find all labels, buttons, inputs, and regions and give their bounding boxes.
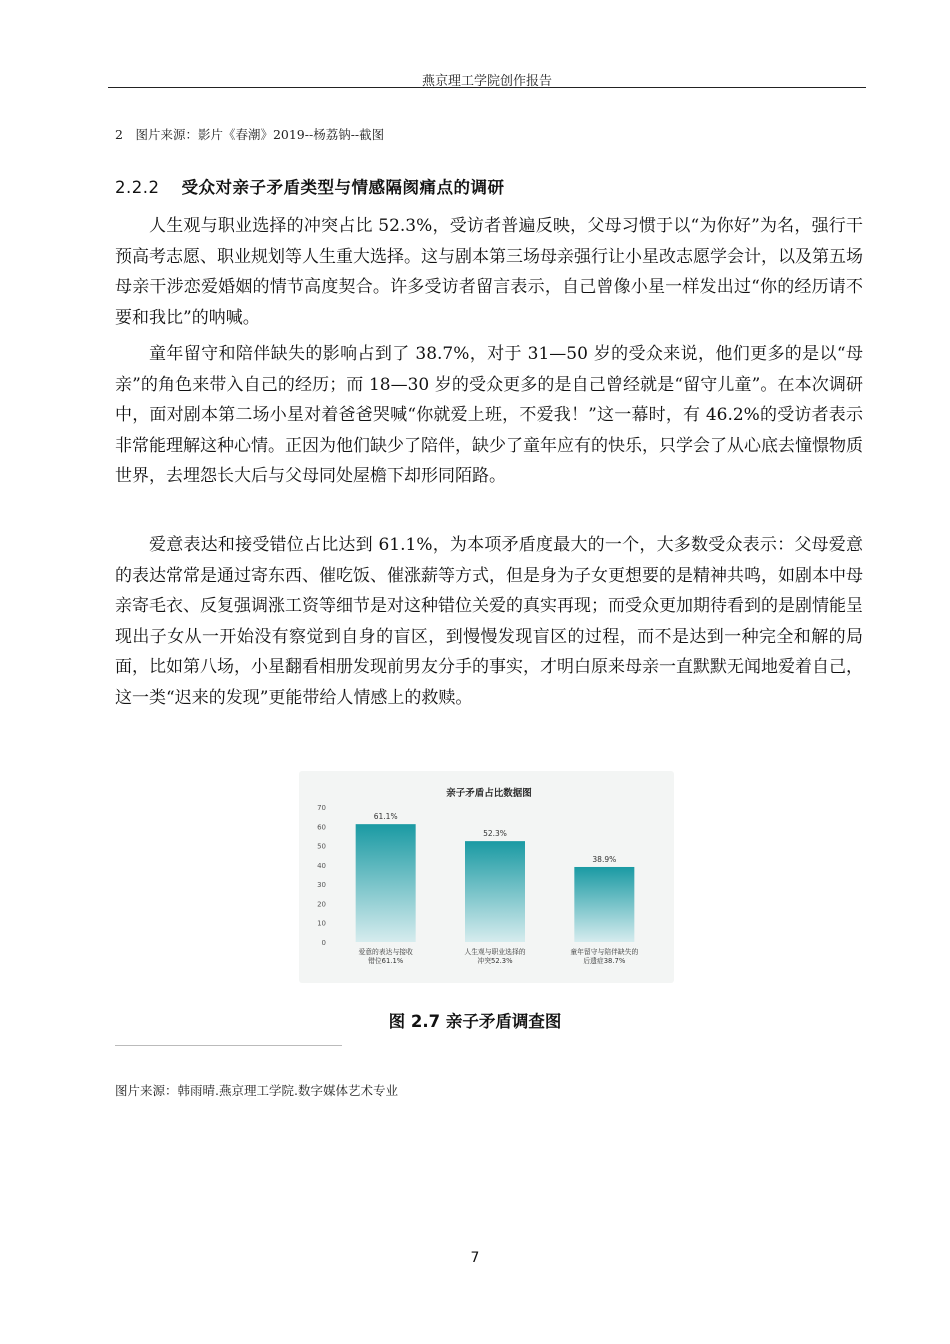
bar-chart	[299, 771, 674, 983]
paragraph-text: 爱意表达和接受错位占比达到 61.1%，为本项矛盾度最大的一个，大多数受众表示：父母爱意的表达常常是通过寄东西、催吃饭、催涨薪等方式，但是身为子女更想要的是精神共鸣，如剧本中母亲寄毛衣、反复强调涨工资等细节是对这种错位关爱的真实再现；而受众更加期待看到的是剧情能呈现出子女从一开始没有察觉到自身的盲区，到慢慢发现盲区的过程，而不是达到一种完全和解的局面，比如第八场，小星翻看相册发现前男友分手的事实，才明白原来母亲一直默默无闻地爱着自己，这一类“迟来的发现”更能带给人情感上的救赎。	[115, 535, 863, 708]
paragraph-text: 人生观与职业选择的冲突占比 52.3%，受访者普遍反映，父母习惯于以“为你好”为名，强行干预高考志愿、职业规划等人生重大选择。这与剧本第三场母亲强行让小星改志愿学会计，以及第五场母亲干涉恋爱婚姻的情节高度契合。许多受访者留言表示，自己曾像小星一样发出过“你的经历请不要和我比”的呐喊。	[115, 216, 863, 328]
bar-2	[465, 841, 525, 942]
section-heading	[115, 174, 504, 198]
header-rule	[108, 87, 866, 88]
y-tick-label: 40	[317, 861, 326, 870]
category-label-3: 童年留守与陪伴缺失的	[570, 948, 639, 956]
category-label-2: 人生观与职业选择的	[464, 948, 526, 956]
paragraph-1	[115, 211, 863, 333]
footnote-rule	[115, 1045, 342, 1046]
y-tick-label: 60	[317, 823, 326, 832]
y-tick-label: 20	[317, 900, 326, 909]
chart-title: 亲子矛盾占比数据图	[446, 788, 532, 799]
paragraph-text: 童年留守和陪伴缺失的影响占到了 38.7%，对于 31—50 岁的受众来说，他们更多的是以“母亲”的角色来带入自己的经历；而 18—30 岁的受众更多的是自己曾经就是“留守儿童”。在本次调研中，面对剧本第二场小星对着爸爸哭喊“你就爱上班，不爱我！”这一幕时，有 46.2%的受访者表示非常能理解这种心情。正因为他们缺少了陪伴，缺少了童年应有的快乐，只学会了从心底去憧憬物质世界，去埋怨长大后与父母同处屋檐下却形同陌路。	[115, 344, 863, 487]
data-label-2: 52.3%	[483, 829, 507, 839]
y-tick-label: 50	[317, 842, 326, 851]
page-number: 7	[470, 1250, 480, 1266]
y-tick-label: 70	[317, 804, 326, 812]
bar-3	[574, 867, 634, 942]
bar-1	[356, 824, 416, 942]
y-tick-label: 30	[317, 881, 326, 890]
paragraph-3	[115, 530, 863, 714]
section-title: 受众对亲子矛盾类型与情感隔阂痛点的调研	[181, 178, 505, 197]
section-number: 2.2.2	[115, 178, 160, 197]
footnote-top: 2 图片来源：影片《春潮》2019--杨荔钠--截图	[115, 127, 385, 142]
category-label-3: 后遗症38.7%	[583, 957, 626, 965]
paragraph-2	[115, 339, 863, 492]
category-label-1: 爱意的表达与接收	[358, 948, 413, 956]
y-tick-label: 0	[321, 939, 326, 947]
category-label-2: 冲突52.3%	[477, 957, 513, 965]
figure-caption: 图 2.7 亲子矛盾调查图	[388, 1012, 562, 1031]
page-header: 燕京理工学院创作报告	[421, 74, 552, 89]
data-label-3: 38.9%	[592, 854, 617, 864]
data-label-1: 61.1%	[373, 812, 398, 822]
chart-figure	[299, 771, 674, 983]
footnote-bottom: 图片来源：韩雨晴.燕京理工学院.数字媒体艺术专业	[115, 1083, 398, 1098]
category-label-1: 错位61.1%	[368, 957, 404, 965]
y-tick-label: 10	[317, 919, 326, 928]
